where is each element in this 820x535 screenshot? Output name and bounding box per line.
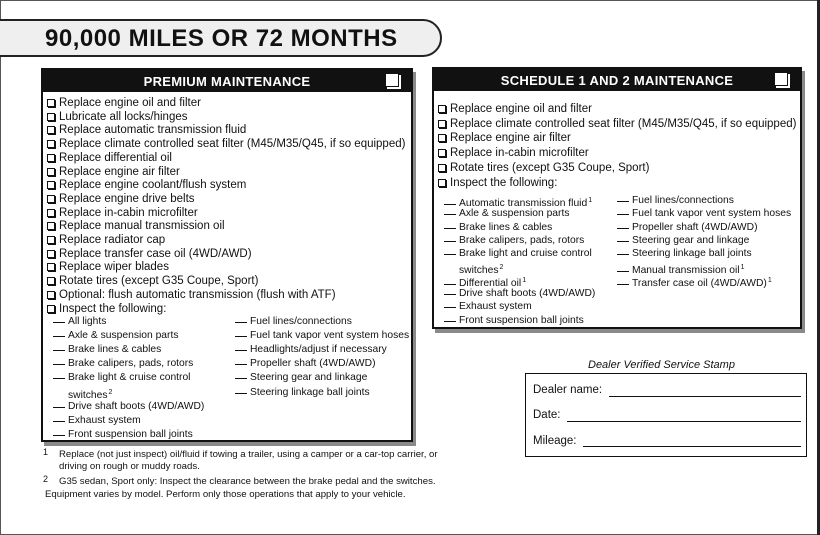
- premium-item-label: Replace radiator cap: [59, 234, 166, 246]
- premium-maintenance-box: [41, 68, 413, 442]
- checkbox-icon[interactable]: [47, 236, 55, 244]
- premium-inspect-item-label: Propeller shaft (4WD/AWD): [250, 358, 376, 370]
- premium-item-label: Replace manual transmission oil: [59, 220, 225, 233]
- schedule-inspect-item: [617, 207, 791, 220]
- schedule-inspect-item-label: Drive shaft boots (4WD/AWD): [459, 288, 596, 300]
- premium-inspect-item: [235, 315, 352, 328]
- checkbox-icon[interactable]: [47, 250, 55, 258]
- footnote-2-number: 2: [43, 474, 49, 484]
- checkbox-icon[interactable]: [47, 277, 55, 285]
- checkbox-icon[interactable]: [47, 154, 55, 162]
- schedule-inspect-item-label: Propeller shaft (4WD/AWD): [632, 221, 758, 233]
- schedule-inspect-item-label: Fuel lines/connections: [632, 195, 734, 206]
- premium-title-bar: [43, 70, 411, 92]
- premium-item-label: Lubricate all locks/hinges: [59, 110, 188, 123]
- premium-inspect-item-label: Fuel tank vapor vent system hoses: [250, 330, 410, 342]
- premium-item-label: Replace climate controlled seat filter (M45/M35/Q45, if so equipped): [59, 138, 406, 151]
- premium-inspect-item-label: Steering linkage ball joints: [250, 386, 370, 398]
- premium-inspect-item-label: Brake calipers, pads, rotors: [68, 358, 194, 370]
- premium-item: [47, 260, 169, 274]
- footnote-1-line-2: driving on rough or muddy roads.: [59, 461, 200, 472]
- premium-inspect-item: [53, 414, 141, 427]
- schedule-inspect-item: [444, 300, 532, 313]
- premium-item-label: Replace engine coolant/flush system: [59, 179, 247, 192]
- schedule-item: [438, 102, 592, 116]
- premium-inspect-item-label: Front suspension ball joints: [68, 428, 193, 440]
- premium-inspect-item-footnote-ref: 2: [108, 388, 113, 396]
- schedule-inspect-item-footnote-ref: 1: [522, 276, 527, 284]
- check-blank[interactable]: [617, 228, 629, 229]
- premium-item-label: Replace engine drive belts: [59, 192, 195, 205]
- schedule-item-label: Rotate tires (except G35 Coupe, Sport): [450, 161, 650, 174]
- check-blank[interactable]: [444, 321, 456, 322]
- check-blank[interactable]: [53, 435, 65, 436]
- premium-item: [47, 123, 246, 137]
- check-blank[interactable]: [53, 407, 65, 408]
- checkbox-icon[interactable]: [47, 99, 55, 107]
- schedule-inspect-item-label: Brake calipers, pads, rotors: [459, 234, 585, 246]
- schedule-inspect-item-label: switches: [459, 264, 499, 276]
- premium-item: [47, 219, 225, 233]
- check-blank[interactable]: [617, 241, 629, 242]
- schedule-inspect-item: [444, 247, 592, 260]
- footnote-2: G35 sedan, Sport only: Inspect the clearance between the brake pedal and the switches.: [59, 476, 436, 487]
- check-blank[interactable]: [235, 364, 247, 365]
- checkbox-icon[interactable]: [47, 113, 55, 121]
- checkbox-icon[interactable]: [47, 291, 55, 299]
- schedule-inspect-item-label: Axle & suspension parts: [459, 208, 570, 220]
- check-blank[interactable]: [444, 294, 456, 295]
- premium-item: [47, 96, 201, 110]
- premium-item-label: Inspect the following:: [59, 302, 167, 315]
- check-blank[interactable]: [444, 204, 456, 205]
- footnote-equipment-note: Equipment varies by model. Perform only those operations that apply to your vehicle.: [45, 489, 406, 500]
- checkbox-icon[interactable]: [47, 222, 55, 230]
- schedule-item: [438, 161, 649, 175]
- check-blank[interactable]: [235, 378, 247, 379]
- premium-inspect-item: [235, 386, 370, 399]
- dealer-name-label: Dealer name:: [533, 384, 603, 396]
- schedule-inspect-item-label: Manual transmission oil: [632, 264, 740, 276]
- checkbox-icon[interactable]: [438, 120, 446, 128]
- premium-item-label: Replace wiper blades: [59, 261, 169, 274]
- check-blank[interactable]: [444, 307, 456, 308]
- footnote-1-line-1: Replace (not just inspect) oil/fluid if towing a trailer, using a camper or a car-top carrier, or: [59, 449, 438, 460]
- premium-item: [47, 178, 246, 192]
- premium-inspect-item: [53, 400, 204, 413]
- schedule-inspect-item-footnote-ref: 2: [499, 263, 504, 271]
- schedule-title-bar: [434, 69, 800, 91]
- schedule-maintenance-box: [432, 67, 802, 329]
- premium-inspect-item: [53, 371, 190, 384]
- checkbox-icon[interactable]: [47, 305, 55, 313]
- check-blank[interactable]: [444, 254, 456, 255]
- check-blank[interactable]: [53, 378, 65, 379]
- date-field[interactable]: [567, 421, 801, 422]
- checkbox-icon[interactable]: [438, 179, 446, 187]
- premium-item-label: Replace transfer case oil (4WD/AWD): [59, 247, 252, 260]
- premium-item: [47, 110, 188, 124]
- check-blank[interactable]: [235, 393, 247, 394]
- check-blank[interactable]: [617, 214, 629, 215]
- footnote-1-number: 1: [43, 447, 49, 457]
- premium-item: [47, 288, 336, 302]
- mileage-label: Mileage:: [533, 435, 577, 447]
- schedule-inspect-item-label: Brake lines & cables: [459, 221, 553, 233]
- check-blank[interactable]: [53, 336, 65, 337]
- checkbox-icon[interactable]: [47, 126, 55, 134]
- premium-inspect-item: [53, 329, 178, 342]
- schedule-inspect-item-label: Steering gear and linkage: [632, 234, 750, 246]
- schedule-inspect-item: [444, 221, 552, 234]
- check-blank[interactable]: [444, 214, 456, 215]
- check-blank[interactable]: [444, 284, 456, 285]
- check-blank[interactable]: [617, 201, 629, 202]
- schedule-item: [438, 117, 796, 131]
- checkbox-icon[interactable]: [438, 134, 446, 142]
- premium-inspect-item-label: switches: [68, 389, 108, 401]
- schedule-inspect-item: [444, 234, 584, 247]
- premium-inspect-item-label: All lights: [68, 316, 107, 327]
- schedule-inspect-item: [617, 274, 772, 290]
- checkbox-icon[interactable]: [47, 140, 55, 148]
- check-blank[interactable]: [617, 254, 629, 255]
- schedule-inspect-item-label: Exhaust system: [459, 301, 532, 313]
- schedule-item: [438, 131, 571, 145]
- schedule-inspect-item-label: Transfer case oil (4WD/AWD): [632, 277, 767, 289]
- schedule-inspect-item-label: Automatic transmission fluid: [459, 198, 588, 209]
- premium-item: [47, 206, 198, 220]
- premium-inspect-item-label: Headlights/adjust if necessary: [250, 344, 387, 356]
- schedule-item: [438, 146, 589, 160]
- premium-inspect-item: [235, 357, 376, 370]
- schedule-inspect-item: [444, 287, 595, 300]
- premium-inspect-item-label: Steering gear and linkage: [250, 372, 368, 384]
- premium-item: [47, 302, 166, 316]
- schedule-inspect-item-label: Fuel tank vapor vent system hoses: [632, 208, 792, 220]
- check-blank[interactable]: [53, 322, 65, 323]
- schedule-inspect-item-footnote-ref: 1: [588, 197, 593, 204]
- premium-item-label: Replace automatic transmission fluid: [59, 124, 247, 137]
- schedule-inspect-item: [617, 194, 734, 207]
- notepad-icon: [386, 74, 398, 86]
- notepad-icon: [775, 73, 787, 85]
- mileage-field[interactable]: [583, 446, 801, 447]
- schedule-item-label: Replace engine air filter: [450, 132, 571, 145]
- schedule-inspect-item-label: Brake light and cruise control: [459, 248, 592, 260]
- schedule-inspect-item-footnote-ref: 1: [740, 263, 745, 271]
- premium-inspect-item: [235, 343, 387, 356]
- premium-item-label: Replace in-cabin microfilter: [59, 206, 198, 219]
- premium-item: [47, 137, 405, 151]
- checkbox-icon[interactable]: [438, 105, 446, 113]
- premium-inspect-item: [53, 357, 193, 370]
- schedule-title: SCHEDULE 1 AND 2 MAINTENANCE: [500, 73, 734, 88]
- page-title: 90,000 MILES OR 72 MONTHS: [45, 25, 398, 52]
- schedule-inspect-item-label: Steering linkage ball joints: [632, 248, 752, 260]
- check-blank[interactable]: [53, 350, 65, 351]
- schedule-item: [438, 176, 557, 190]
- schedule-inspect-item: [444, 207, 569, 220]
- premium-inspect-item-label: Brake light & cruise control: [68, 372, 191, 384]
- premium-title: PREMIUM MAINTENANCE: [143, 74, 311, 89]
- stamp-caption: Dealer Verified Service Stamp: [588, 359, 735, 371]
- schedule-item-label: Replace in-cabin microfilter: [450, 147, 589, 160]
- checkbox-icon[interactable]: [47, 181, 55, 189]
- schedule-item-label: Replace climate controlled seat filter (M45/M35/Q45, if so equipped): [450, 117, 797, 130]
- premium-inspect-item: [53, 343, 161, 356]
- checkbox-icon[interactable]: [47, 168, 55, 176]
- checkbox-icon[interactable]: [47, 209, 55, 217]
- checkbox-icon[interactable]: [438, 164, 446, 172]
- premium-item: [47, 192, 195, 206]
- premium-item-label: Replace engine oil and filter: [59, 97, 201, 109]
- schedule-inspect-item: [617, 247, 752, 260]
- schedule-inspect-item-label: Differential oil: [459, 277, 522, 289]
- schedule-inspect-item: [444, 314, 584, 327]
- premium-item: [47, 233, 165, 247]
- premium-inspect-item: [235, 371, 367, 384]
- premium-item: [47, 247, 252, 261]
- checkbox-icon[interactable]: [47, 195, 55, 203]
- check-blank[interactable]: [53, 421, 65, 422]
- premium-inspect-item-label: Exhaust system: [68, 414, 141, 426]
- check-blank[interactable]: [444, 228, 456, 229]
- premium-inspect-item: [235, 329, 409, 342]
- premium-inspect-item-label: Fuel lines/connections: [250, 316, 352, 327]
- checkbox-icon[interactable]: [438, 149, 446, 157]
- date-label: Date:: [533, 409, 561, 421]
- premium-inspect-item-label: Brake lines & cables: [68, 344, 162, 356]
- check-blank[interactable]: [617, 271, 629, 272]
- schedule-inspect-item-footnote-ref: 1: [767, 276, 772, 284]
- check-blank[interactable]: [235, 350, 247, 351]
- premium-item: [47, 151, 172, 165]
- premium-inspect-item: [53, 428, 193, 441]
- check-blank[interactable]: [235, 322, 247, 323]
- dealer-name-field[interactable]: [609, 396, 801, 397]
- schedule-inspect-item: [617, 221, 758, 234]
- check-blank[interactable]: [444, 241, 456, 242]
- premium-item-label: Replace engine air filter: [59, 165, 180, 178]
- check-blank[interactable]: [617, 284, 629, 285]
- schedule-item-label: Inspect the following:: [450, 176, 558, 189]
- premium-item-label: Replace differential oil: [59, 151, 172, 164]
- premium-inspect-item: [53, 315, 106, 328]
- schedule-inspect-item-label: Front suspension ball joints: [459, 314, 584, 326]
- premium-item: [47, 165, 180, 179]
- schedule-inspect-item: [617, 234, 749, 247]
- schedule-item-label: Replace engine oil and filter: [450, 103, 592, 115]
- premium-item: [47, 274, 258, 288]
- dealer-stamp-box: [525, 373, 807, 457]
- premium-item-label: Optional: flush automatic transmission (flush with ATF): [59, 288, 336, 301]
- check-blank[interactable]: [53, 364, 65, 365]
- premium-inspect-item-label: Drive shaft boots (4WD/AWD): [68, 400, 205, 412]
- premium-item-label: Rotate tires (except G35 Coupe, Sport): [59, 275, 259, 288]
- premium-inspect-item-label: Axle & suspension parts: [68, 330, 179, 342]
- checkbox-icon[interactable]: [47, 263, 55, 271]
- check-blank[interactable]: [235, 336, 247, 337]
